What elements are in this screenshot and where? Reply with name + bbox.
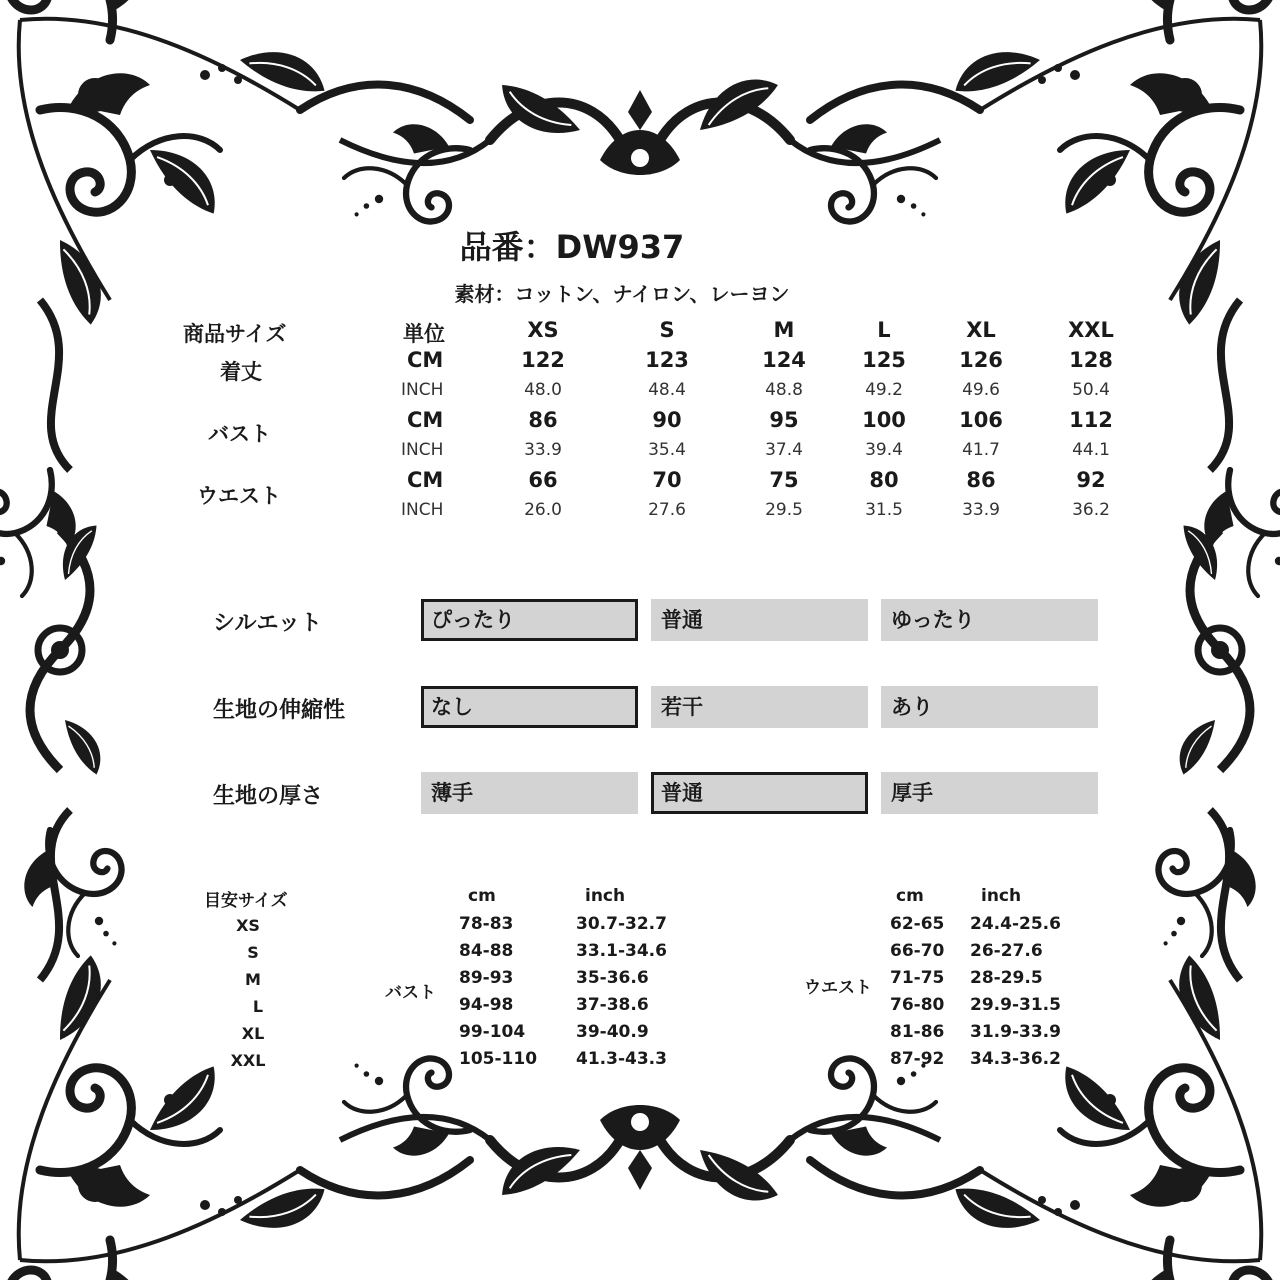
length-inch-xl: 49.6	[962, 380, 1000, 400]
guide-waist-inch-xl: 31.9-33.9	[970, 1022, 1061, 1042]
waist-cm-m: 75	[769, 468, 799, 492]
stretch-option-yes: あり	[881, 686, 1098, 728]
guide-bust-cm-s: 84-88	[459, 941, 514, 961]
size-header-xl: XL	[966, 318, 996, 342]
guide-bust-inch-xl: 39-40.9	[576, 1022, 649, 1042]
guide-size-m: M	[245, 970, 261, 989]
silhouette-option-fitted: ぴったり	[421, 599, 638, 641]
bust-cm-s: 90	[652, 408, 682, 432]
waist-cm-s: 70	[652, 468, 682, 492]
guide-waist-inch-header: inch	[981, 886, 1022, 906]
stretch-option-slight: 若干	[651, 686, 868, 728]
unit-cm: CM	[407, 348, 444, 372]
bust-cm-l: 100	[862, 408, 906, 432]
guide-size-xs: XS	[236, 916, 260, 935]
size-header-s: S	[659, 318, 675, 342]
unit-header: 単位	[403, 322, 445, 346]
waist-inch-m: 29.5	[765, 500, 803, 520]
length-cm-xl: 126	[959, 348, 1003, 372]
waist-inch-s: 27.6	[648, 500, 686, 520]
guide-bust-cm-m: 89-93	[459, 968, 514, 988]
guide-bust-cm-xs: 78-83	[459, 914, 514, 934]
guide-waist-cm-header: cm	[896, 886, 924, 906]
guide-waist-cm-l: 76-80	[890, 995, 945, 1015]
size-header-l: L	[877, 318, 891, 342]
guide-bust-cm-xxl: 105-110	[459, 1049, 538, 1069]
row-label-length: 着丈	[220, 360, 262, 384]
waist-cm-l: 80	[869, 468, 899, 492]
guide-bust-label: バスト	[385, 983, 436, 1003]
guide-bust-cm-xl: 99-104	[459, 1022, 526, 1042]
silhouette-option-regular: 普通	[651, 599, 868, 641]
guide-waist-label: ウエスト	[804, 978, 872, 998]
length-inch-xs: 48.0	[524, 380, 562, 400]
waist-inch-l: 31.5	[865, 500, 903, 520]
guide-bust-cm-l: 94-98	[459, 995, 514, 1015]
material-text: 素材：コットン、ナイロン、レーヨン	[454, 282, 790, 306]
size-table-corner-label: 商品サイズ	[183, 322, 287, 346]
feature-label-silhouette: シルエット	[213, 611, 323, 636]
length-inch-s: 48.4	[648, 380, 686, 400]
feature-label-stretch: 生地の伸縮性	[213, 698, 346, 723]
bust-inch-xs: 33.9	[524, 440, 562, 460]
length-inch-l: 49.2	[865, 380, 903, 400]
guide-waist-inch-xs: 24.4-25.6	[970, 914, 1061, 934]
guide-waist-cm-xs: 62-65	[890, 914, 945, 934]
bust-inch-s: 35.4	[648, 440, 686, 460]
length-inch-xxl: 50.4	[1072, 380, 1110, 400]
guide-waist-cm-xl: 81-86	[890, 1022, 945, 1042]
guide-title: 目安サイズ	[204, 891, 288, 911]
feature-label-thickness: 生地の厚さ	[213, 784, 324, 809]
guide-bust-inch-xxl: 41.3-43.3	[576, 1049, 667, 1069]
guide-bust-inch-xs: 30.7-32.7	[576, 914, 667, 934]
guide-waist-cm-m: 71-75	[890, 968, 945, 988]
bust-cm-m: 95	[769, 408, 799, 432]
waist-cm-xl: 86	[966, 468, 996, 492]
unit-cm: CM	[407, 468, 444, 492]
product-code-title: 品番：DW937	[459, 228, 685, 266]
guide-waist-inch-l: 29.9-31.5	[970, 995, 1061, 1015]
waist-inch-xs: 26.0	[524, 500, 562, 520]
guide-bust-inch-header: inch	[585, 886, 626, 906]
silhouette-option-loose: ゆったり	[881, 599, 1098, 641]
waist-inch-xl: 33.9	[962, 500, 1000, 520]
thickness-option-regular: 普通	[651, 772, 868, 814]
guide-bust-cm-header: cm	[468, 886, 496, 906]
guide-bust-inch-m: 35-36.6	[576, 968, 649, 988]
size-header-m: M	[773, 318, 795, 342]
size-header-xxl: XXL	[1068, 318, 1114, 342]
unit-cm: CM	[407, 408, 444, 432]
guide-waist-inch-xxl: 34.3-36.2	[970, 1049, 1061, 1069]
bust-inch-m: 37.4	[765, 440, 803, 460]
length-inch-m: 48.8	[765, 380, 803, 400]
waist-cm-xxl: 92	[1076, 468, 1106, 492]
unit-inch: INCH	[401, 440, 444, 460]
waist-cm-xs: 66	[528, 468, 558, 492]
guide-bust-inch-s: 33.1-34.6	[576, 941, 667, 961]
bust-inch-l: 39.4	[865, 440, 903, 460]
guide-size-xxl: XXL	[230, 1051, 266, 1070]
guide-waist-inch-s: 26-27.6	[970, 941, 1043, 961]
guide-waist-inch-m: 28-29.5	[970, 968, 1043, 988]
unit-inch: INCH	[401, 380, 444, 400]
thickness-option-thick: 厚手	[881, 772, 1098, 814]
thickness-option-thin: 薄手	[421, 772, 638, 814]
bust-cm-xl: 106	[959, 408, 1003, 432]
bust-inch-xxl: 44.1	[1072, 440, 1110, 460]
length-cm-m: 124	[762, 348, 806, 372]
guide-bust-inch-l: 37-38.6	[576, 995, 649, 1015]
guide-waist-cm-s: 66-70	[890, 941, 945, 961]
guide-waist-cm-xxl: 87-92	[890, 1049, 945, 1069]
bust-cm-xs: 86	[528, 408, 558, 432]
length-cm-xxl: 128	[1069, 348, 1113, 372]
size-header-xs: XS	[527, 318, 559, 342]
guide-size-s: S	[247, 943, 259, 962]
unit-inch: INCH	[401, 500, 444, 520]
guide-size-xl: XL	[241, 1024, 265, 1043]
bust-cm-xxl: 112	[1069, 408, 1113, 432]
guide-size-l: L	[252, 997, 264, 1016]
stretch-option-none: なし	[421, 686, 638, 728]
length-cm-s: 123	[645, 348, 689, 372]
row-label-bust: バスト	[208, 422, 271, 446]
length-cm-l: 125	[862, 348, 906, 372]
bust-inch-xl: 41.7	[962, 440, 1000, 460]
row-label-waist: ウエスト	[197, 484, 281, 508]
waist-inch-xxl: 36.2	[1072, 500, 1110, 520]
length-cm-xs: 122	[521, 348, 565, 372]
